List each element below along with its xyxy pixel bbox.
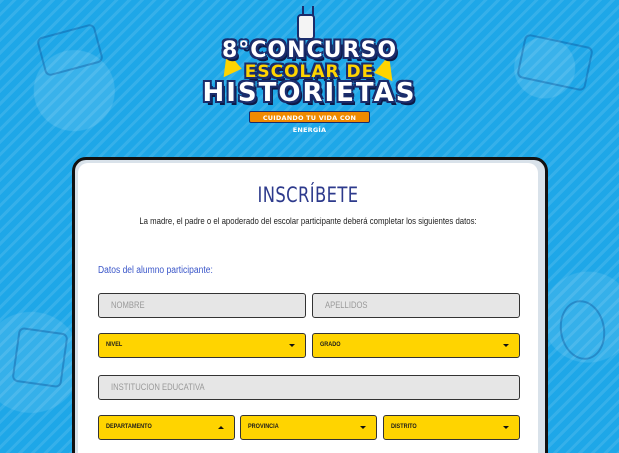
departamento-label: DEPARTAMENTO bbox=[106, 423, 152, 430]
institucion-field[interactable] bbox=[98, 375, 520, 400]
institucion-placeholder: INSTITUCION EDUCATIVA bbox=[111, 382, 205, 392]
chevron-down-icon bbox=[360, 426, 366, 429]
logo-line-3: HISTORIETAS bbox=[202, 78, 417, 108]
contest-logo bbox=[0, 0, 619, 140]
apellidos-placeholder: APELLIDOS bbox=[325, 300, 368, 310]
nombre-field[interactable] bbox=[98, 293, 306, 318]
chevron-down-icon bbox=[289, 344, 295, 347]
nombre-placeholder: NOMBRE bbox=[111, 300, 145, 310]
background-doodle bbox=[555, 297, 610, 364]
chevron-down-icon bbox=[503, 426, 509, 429]
logo-tagline: CUIDANDO TU VIDA CON ENERGÍA bbox=[249, 111, 370, 123]
section-label-student: Datos del alumno participante: bbox=[98, 265, 213, 276]
provincia-label: PROVINCIA bbox=[248, 423, 279, 430]
distrito-label: DISTRITO bbox=[391, 423, 417, 430]
logo-line-2: ESCOLAR DE bbox=[244, 62, 375, 82]
form-subtitle: La madre, el padre o el apoderado del escolar participante deberá completar los siguientes datos: bbox=[139, 216, 477, 227]
grado-label: GRADO bbox=[320, 341, 341, 348]
grado-select[interactable] bbox=[312, 333, 520, 358]
plug-icon bbox=[297, 14, 315, 40]
chevron-up-icon bbox=[218, 426, 224, 429]
departamento-select[interactable] bbox=[98, 415, 235, 440]
nivel-select[interactable] bbox=[98, 333, 306, 358]
registration-form bbox=[78, 163, 538, 453]
background-doodle bbox=[11, 327, 68, 388]
nivel-label: NIVEL bbox=[106, 341, 123, 348]
chevron-down-icon bbox=[503, 344, 509, 347]
form-title: INSCRÍBETE bbox=[257, 183, 359, 207]
apellidos-field[interactable] bbox=[312, 293, 520, 318]
logo-line-1: 8°CONCURSO bbox=[221, 38, 398, 63]
distrito-select[interactable] bbox=[383, 415, 520, 440]
provincia-select[interactable] bbox=[240, 415, 377, 440]
